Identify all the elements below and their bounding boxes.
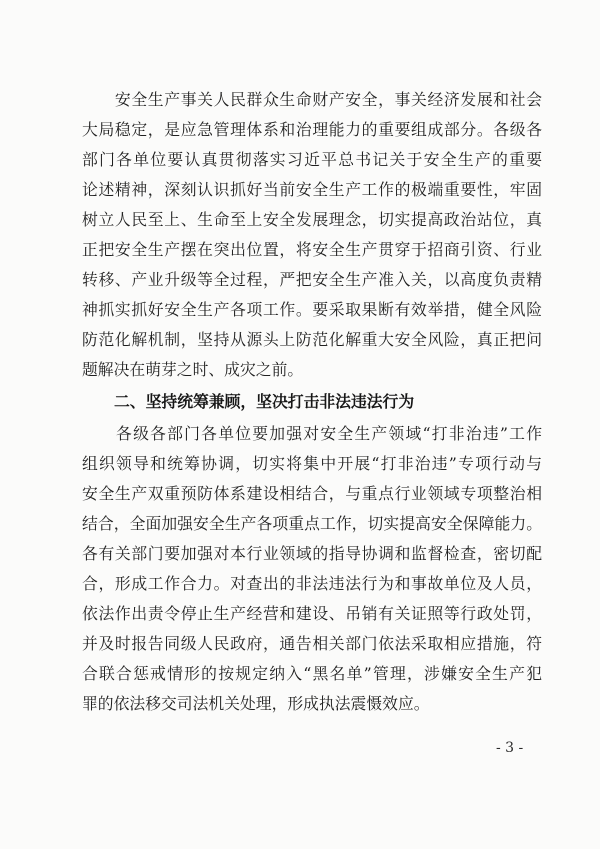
paragraph-2-line-7: 依法作出责令停止生产经营和建设、吊销有关证照等行政处罚， bbox=[82, 604, 542, 623]
paragraph-2-line-2: 组织领导和统筹协调，切实将集中开展“打非治违”专项行动与 bbox=[82, 454, 542, 473]
paragraph-1-line-1: 安全生产事关人民群众生命财产安全，事关经济发展和社会 bbox=[82, 90, 542, 109]
paragraph-1-line-10: 题解决在萌芽之时、成灾之前。 bbox=[82, 360, 304, 379]
paragraph-2-line-5: 各有关部门要加强对本行业领域的指导协调和监督检查，密切配 bbox=[82, 544, 542, 563]
paragraph-2-line-3: 安全生产双重预防体系建设相结合，与重点行业领域专项整治相 bbox=[82, 484, 542, 503]
paragraph-2-line-8: 并及时报告同级人民政府，通告相关部门依法采取相应措施，符 bbox=[82, 634, 542, 653]
paragraph-1-line-6: 正把安全生产摆在突出位置，将安全生产贯穿于招商引资、行业 bbox=[82, 240, 542, 259]
paragraph-2-line-9: 合联合惩戒情形的按规定纳入“黑名单”管理，涉嫌安全生产犯 bbox=[82, 664, 542, 683]
paragraph-1-line-7: 转移、产业升级等全过程，严把安全生产准入关，以高度负责精 bbox=[82, 270, 542, 289]
paragraph-1-line-8: 神抓实抓好安全生产各项工作。要采取果断有效举措，健全风险 bbox=[82, 300, 542, 319]
paragraph-2-line-6: 合，形成工作合力。对查出的非法违法行为和事故单位及人员， bbox=[82, 574, 542, 593]
paragraph-1-line-5: 树立人民至上、生命至上安全发展理念，切实提高政治站位，真 bbox=[82, 210, 542, 229]
paragraph-1-line-4: 论述精神，深刻认识抓好当前安全生产工作的极端重要性，牢固 bbox=[82, 180, 542, 199]
paragraph-2-line-1: 各级各部门各单位要加强对安全生产领域“打非治违”工作 bbox=[82, 424, 542, 443]
paragraph-1-line-9: 防范化解机制，坚持从源头上防范化解重大安全风险，真正把问 bbox=[82, 330, 542, 349]
page-number: - 3 - bbox=[496, 740, 524, 756]
section-heading: 二、坚持统筹兼顾，坚决打击非法违法行为 bbox=[114, 392, 415, 411]
paragraph-1-line-2: 大局稳定，是应急管理体系和治理能力的重要组成部分。各级各 bbox=[82, 120, 542, 139]
paragraph-2-line-4: 结合，全面加强安全生产各项重点工作，切实提高安全保障能力。 bbox=[82, 514, 542, 533]
paragraph-1-line-3: 部门各单位要认真贯彻落实习近平总书记关于安全生产的重要 bbox=[82, 150, 542, 169]
paragraph-2-line-10: 罪的依法移交司法机关处理，形成执法震慑效应。 bbox=[82, 694, 430, 713]
